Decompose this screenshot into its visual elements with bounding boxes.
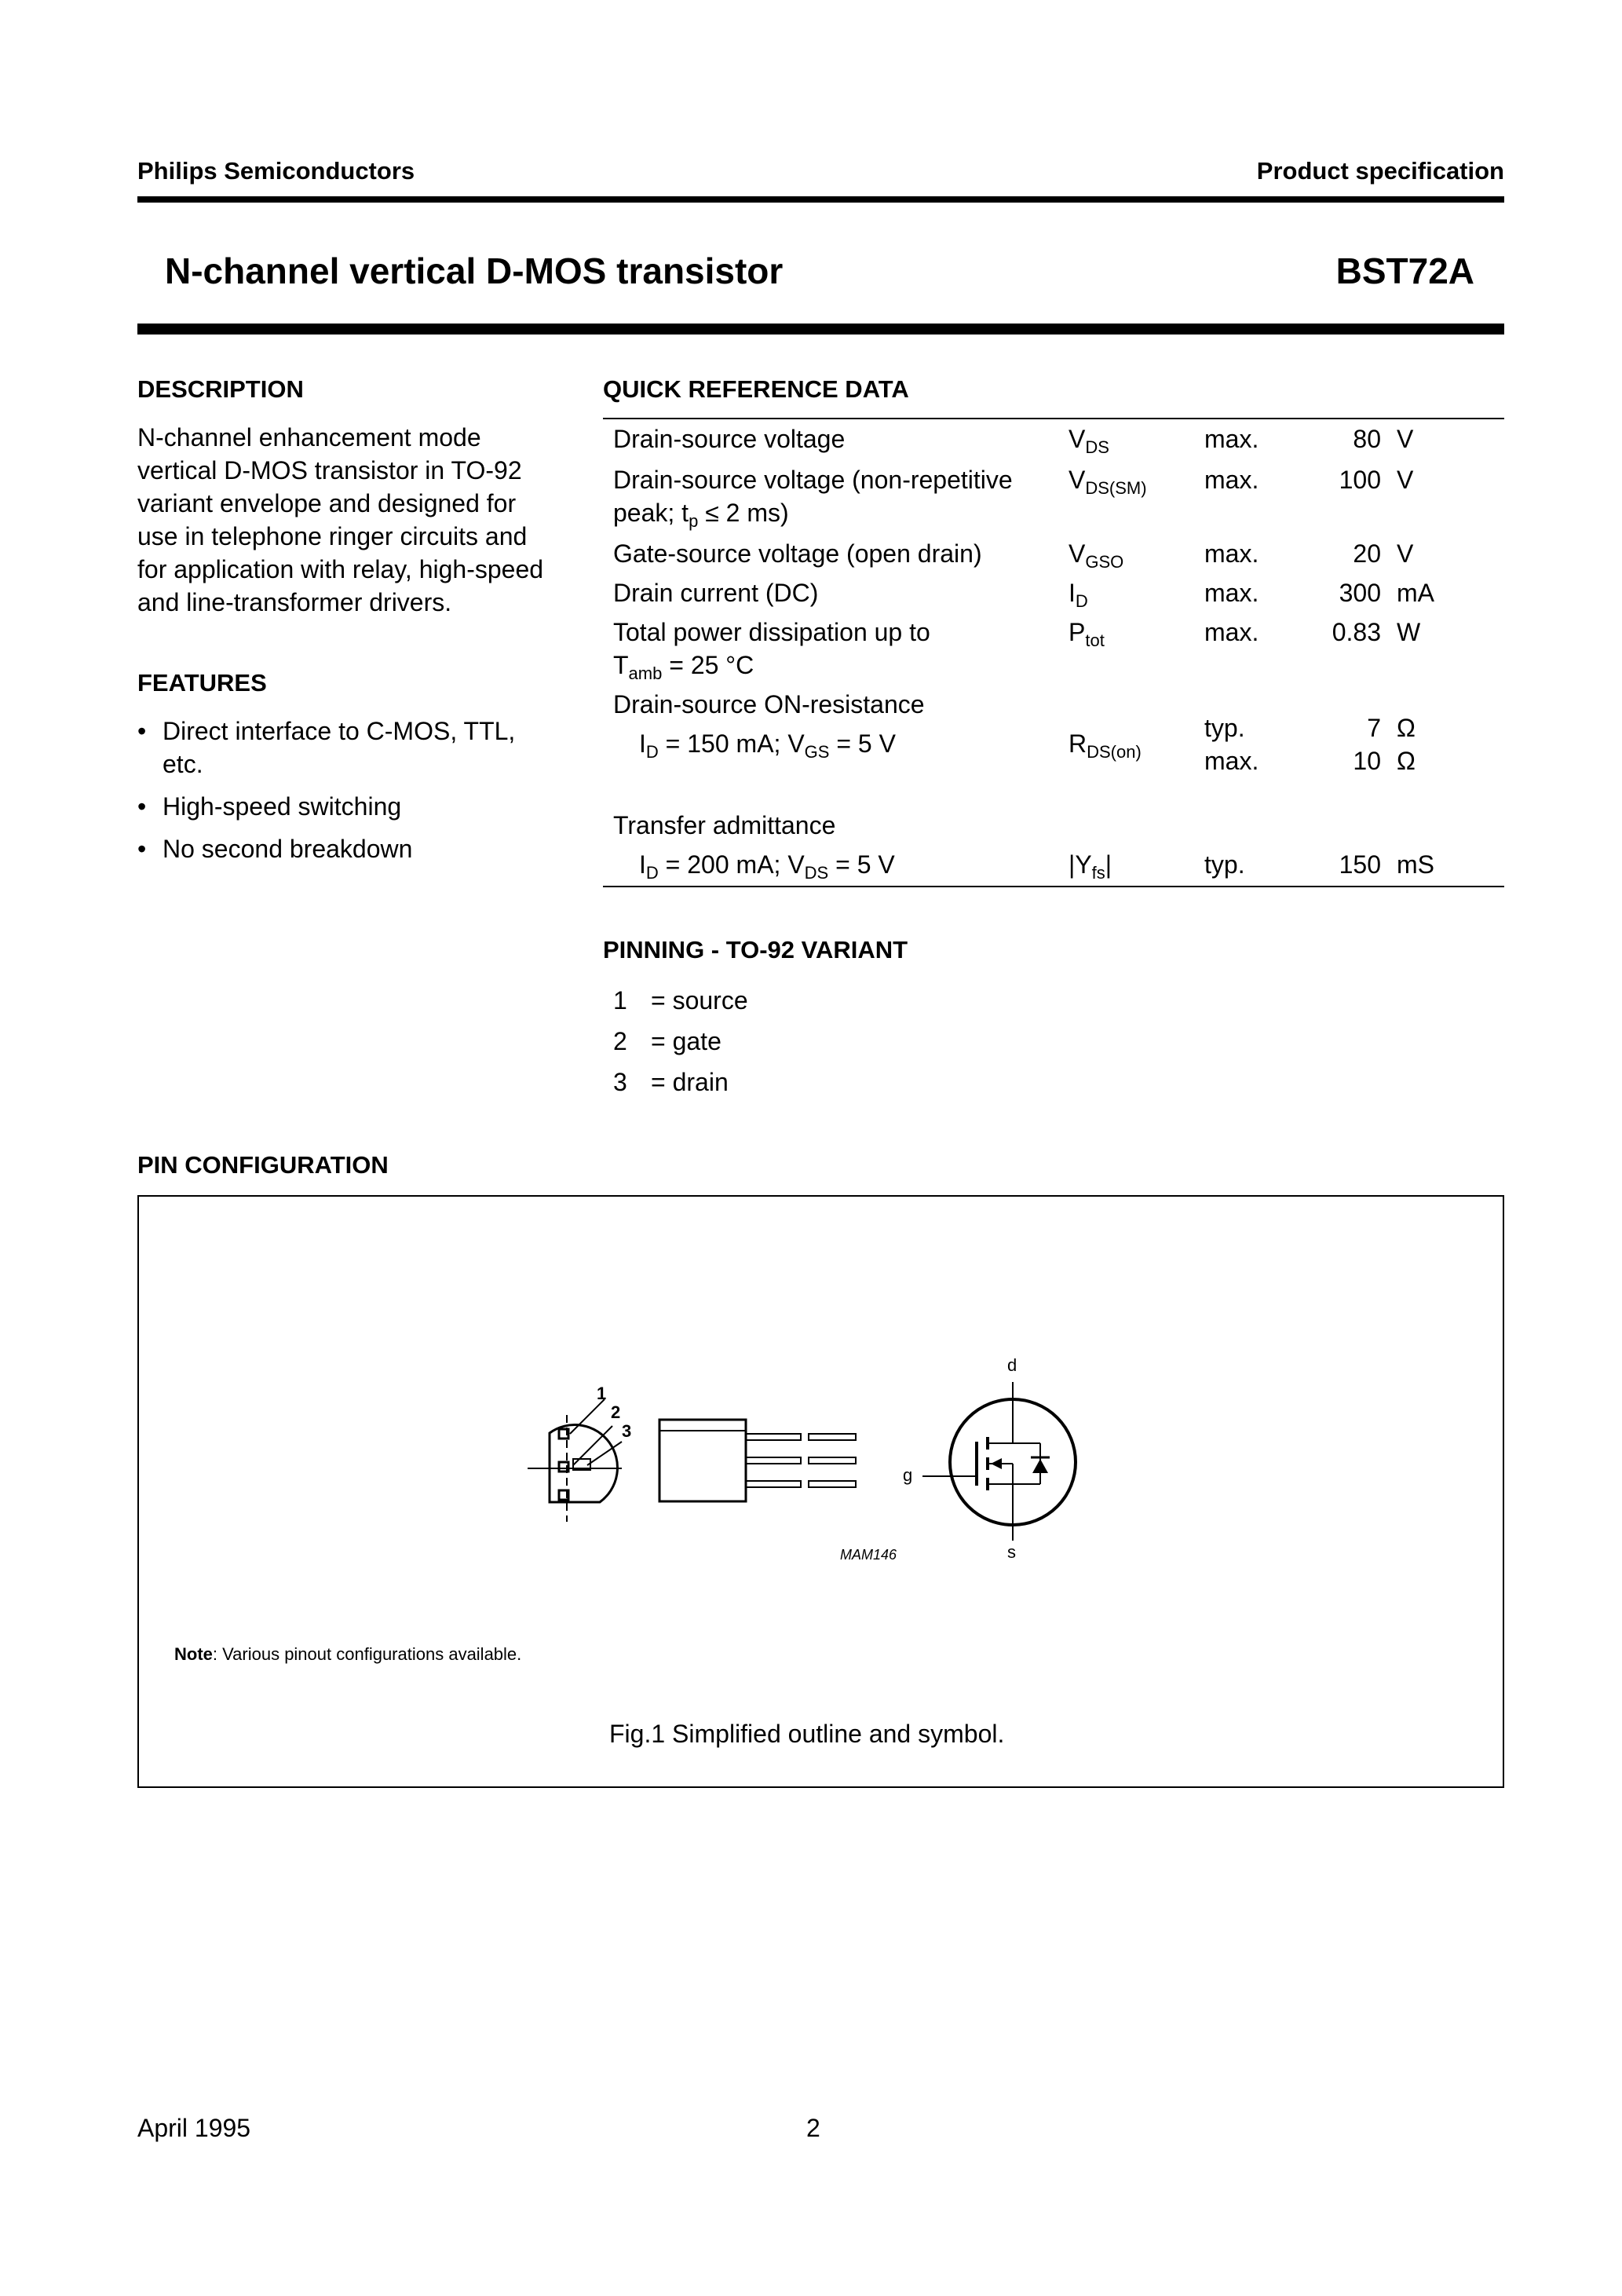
company-name: Philips Semiconductors [137,157,415,185]
to92-bottom-view-icon [528,1399,622,1522]
table-row: Drain-source ON-resistance $I_D = 150$ mA; $V_{GS} = 5$ V $R_{DS(on)}$ typ. max. 7 10 Ω Ω [613,690,1416,775]
to92-side-view-icon [659,1420,856,1501]
source-label: s [1007,1542,1016,1562]
page-title: N-channel vertical D-MOS transistor [165,250,784,291]
page-number: 2 [806,2114,820,2142]
figure-note: Note: Various pinout configurations available. [174,1644,522,1664]
pin-2-label: 2 [611,1402,621,1422]
pin-config-heading: PIN CONFIGURATION [137,1151,389,1179]
table-row: Drain-source voltage $V_{DS}$ max. 80 V [613,425,1414,457]
pinning-heading: PINNING - TO-92 VARIANT [603,936,908,963]
description-line: N-channel enhancement mode [137,423,481,452]
table-row: Transfer admittance $I_D = 200$ mA; $V_{DS} = 5$ V $|Y_{fs}|$ typ. 150 mS [613,811,1434,883]
table-row: Total power dissipation up to $T_{amb} = 25$ °C $P_{tot}$ max. 0.83 W [613,618,1421,683]
pin-3-label: 3 [622,1421,632,1441]
footer-date: April 1995 [137,2114,251,2142]
description-line: and line-transformer drivers. [137,588,452,616]
figure-code: MAM146 [840,1547,897,1563]
doc-type: Product specification [1256,157,1504,185]
description-line: for application with relay, high-speed [137,555,544,583]
feature-item: • High-speed switching [137,790,577,823]
feature-item: • No second breakdown [137,832,577,865]
description-line: vertical D-MOS transistor in TO-92 [137,456,522,484]
list-item: 1 = source [613,986,748,1015]
bullet-icon: • [137,835,147,863]
description-line: use in telephone ringer circuits and [137,522,528,550]
pin-1-label: 1 [597,1384,607,1403]
bullet-icon: • [137,792,147,821]
part-number: BST72A [1335,250,1474,291]
figure-caption: Fig.1 Simplified outline and symbol. [609,1720,1005,1748]
list-item: 2 = gate [613,1027,721,1055]
qrd-heading: QUICK REFERENCE DATA [603,375,909,403]
feature-item: • Direct interface to C-MOS, TTL, etc. [137,715,577,781]
table-row: Gate-source voltage (open drain) $V_{GSO}$ max. 20 V [613,539,1414,572]
description-line: variant envelope and designed for [137,489,517,517]
description-heading: DESCRIPTION [137,375,304,403]
gate-label: g [903,1465,913,1485]
list-item: 3 = drain [613,1068,729,1096]
table-row: Drain-source voltage (non-repetitive peak; $t_p \le 2$ ms) $V_{DS(SM)}$ max. 100 V [613,466,1414,531]
table-row: Drain current (DC) $I_D$ max. 300 mA [613,579,1434,611]
features-heading: FEATURES [137,669,267,696]
drain-label: d [1007,1355,1017,1375]
bullet-icon: • [137,717,147,745]
